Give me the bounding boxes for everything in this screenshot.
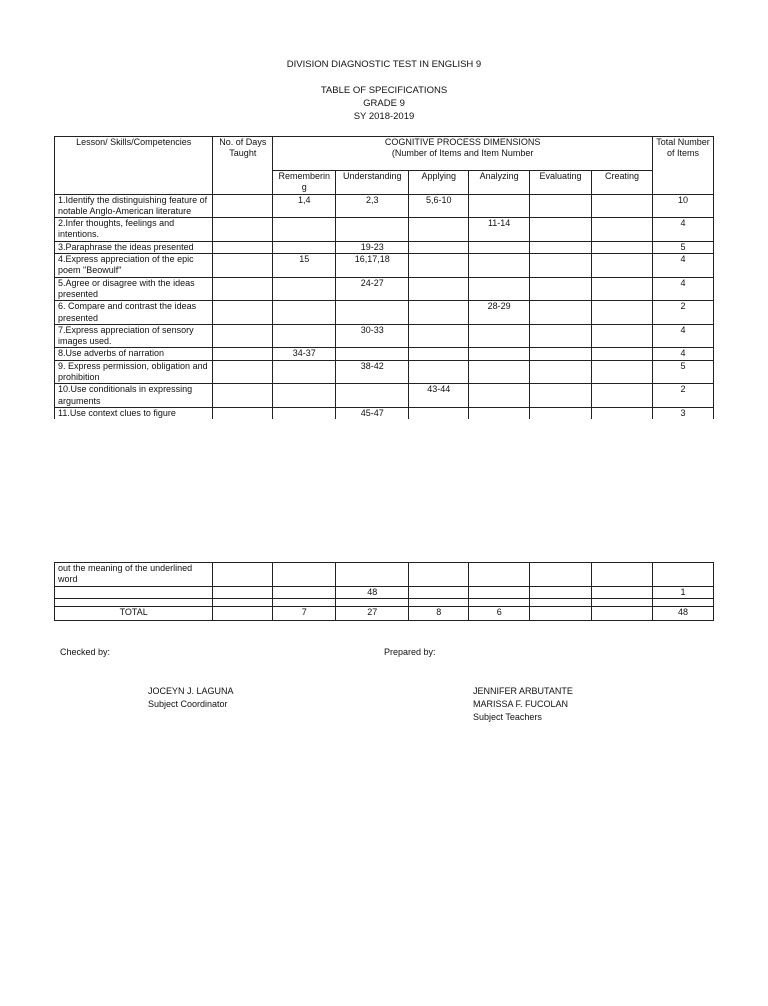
total-cell <box>653 598 714 606</box>
total-cell: 5 <box>652 241 713 253</box>
test-title: DIVISION DIAGNOSTIC TEST IN ENGLISH 9 <box>286 59 482 70</box>
table-row <box>55 254 714 278</box>
days-cell <box>213 598 273 606</box>
days-header: No. of Days Taught <box>213 137 273 195</box>
dimensions-subtitle: (Number of Items and Item Number <box>391 148 534 159</box>
total-cell: 5 <box>652 360 713 384</box>
days-cell <box>213 384 273 408</box>
understanding-cell <box>336 301 409 325</box>
analyzing-cell <box>469 348 530 360</box>
total-days <box>213 606 273 620</box>
applying-cell: 43-44 <box>409 384 469 408</box>
understanding-cell: 45-47 <box>336 407 409 419</box>
creating-cell <box>592 348 653 360</box>
table-row <box>55 324 714 348</box>
applying-cell <box>409 348 469 360</box>
table-row <box>55 360 714 384</box>
total-creating <box>592 606 653 620</box>
understanding-cell <box>336 598 409 606</box>
lesson-cell: 1.Identify the distinguishing feature of notable Anglo-American literature <box>55 194 213 218</box>
remembering-cell <box>273 324 336 348</box>
days-cell <box>213 277 273 301</box>
total-label: TOTAL <box>55 606 213 620</box>
total-cell: 4 <box>652 218 713 242</box>
table-row <box>55 563 714 587</box>
creating-cell <box>592 598 653 606</box>
specifications-table <box>54 136 714 419</box>
total-row <box>55 606 714 620</box>
total-cell: 2 <box>652 384 713 408</box>
remembering-cell <box>273 241 336 253</box>
preparer-name-2: MARISSA F. FUCOLAN <box>473 699 569 709</box>
dim-evaluating: Evaluating <box>530 171 592 195</box>
lesson-cell: 4.Express appreciation of the epic poem "Beowulf" <box>55 254 213 278</box>
prepared-by-label: Prepared by: <box>384 647 436 657</box>
total-cell: 4 <box>652 324 713 348</box>
continuation-table <box>54 562 714 621</box>
evaluating-cell <box>530 360 592 384</box>
lesson-cell <box>55 586 213 598</box>
creating-cell <box>592 218 653 242</box>
total-header: Total Number of Items <box>652 137 713 195</box>
remembering-cell <box>273 277 336 301</box>
analyzing-cell <box>469 586 530 598</box>
evaluating-cell <box>530 277 592 301</box>
understanding-cell: 16,17,18 <box>336 254 409 278</box>
remembering-cell: 1,4 <box>273 194 336 218</box>
understanding-cell: 24-27 <box>336 277 409 301</box>
creating-cell <box>592 384 653 408</box>
understanding-cell: 2,3 <box>336 194 409 218</box>
applying-cell <box>409 254 469 278</box>
analyzing-cell: 11-14 <box>469 218 530 242</box>
applying-cell <box>409 563 469 587</box>
analyzing-cell <box>469 241 530 253</box>
dimensions-title: COGNITIVE PROCESS DIMENSIONS <box>384 137 541 147</box>
days-cell <box>213 563 273 587</box>
lesson-cell: 9. Express permission, obligation and prohibition <box>55 360 213 384</box>
creating-cell <box>592 301 653 325</box>
total-cell: 2 <box>652 301 713 325</box>
preparer-name-1: JENNIFER ARBUTANTE <box>473 686 573 696</box>
creating-cell <box>592 277 653 301</box>
table-title: TABLE OF SPECIFICATIONS <box>320 85 448 96</box>
table-row <box>55 598 714 606</box>
creating-cell <box>592 194 653 218</box>
grand-total: 48 <box>653 606 714 620</box>
remembering-cell <box>273 586 336 598</box>
remembering-cell <box>273 384 336 408</box>
days-cell <box>213 194 273 218</box>
analyzing-cell <box>469 598 530 606</box>
days-cell <box>213 254 273 278</box>
applying-cell <box>409 598 469 606</box>
dim-understanding: Understanding <box>336 171 409 195</box>
applying-cell <box>409 407 469 419</box>
dim-analyzing: Analyzing <box>469 171 530 195</box>
days-cell <box>213 241 273 253</box>
evaluating-cell <box>530 348 592 360</box>
lesson-cell: out the meaning of the underlined word <box>55 563 213 587</box>
table-row <box>55 241 714 253</box>
lesson-cell: 7.Express appreciation of sensory images used. <box>55 324 213 348</box>
analyzing-cell: 28-29 <box>469 301 530 325</box>
applying-cell <box>409 241 469 253</box>
creating-cell <box>592 563 653 587</box>
analyzing-cell <box>469 407 530 419</box>
evaluating-cell <box>530 241 592 253</box>
understanding-cell <box>336 384 409 408</box>
table-row <box>55 277 714 301</box>
understanding-cell <box>336 218 409 242</box>
remembering-cell <box>273 598 336 606</box>
applying-cell <box>409 324 469 348</box>
grade-label: GRADE 9 <box>363 98 405 109</box>
analyzing-cell <box>469 360 530 384</box>
understanding-cell <box>336 563 409 587</box>
understanding-cell: 19-23 <box>336 241 409 253</box>
remembering-cell <box>273 563 336 587</box>
dim-applying: Applying <box>409 171 469 195</box>
remembering-cell <box>273 218 336 242</box>
creating-cell <box>592 241 653 253</box>
applying-cell <box>409 360 469 384</box>
days-cell <box>213 218 273 242</box>
lesson-cell: 6. Compare and contrast the ideas presented <box>55 301 213 325</box>
checker-name: JOCEYN J. LAGUNA <box>148 686 234 696</box>
evaluating-cell <box>530 384 592 408</box>
total-remembering: 7 <box>273 606 336 620</box>
dim-creating: Creating <box>592 171 653 195</box>
evaluating-cell <box>530 194 592 218</box>
remembering-cell: 15 <box>273 254 336 278</box>
school-year: SY 2018-2019 <box>353 111 415 122</box>
lesson-cell: 5.Agree or disagree with the ideas presented <box>55 277 213 301</box>
dimensions-header <box>273 137 653 171</box>
analyzing-cell <box>469 324 530 348</box>
evaluating-cell <box>530 301 592 325</box>
applying-cell <box>409 301 469 325</box>
evaluating-cell <box>530 586 592 598</box>
days-cell <box>213 301 273 325</box>
total-understanding: 27 <box>336 606 409 620</box>
total-cell: 1 <box>653 586 714 598</box>
evaluating-cell <box>530 563 592 587</box>
days-cell <box>213 324 273 348</box>
applying-cell <box>409 586 469 598</box>
remembering-cell <box>273 407 336 419</box>
understanding-cell: 48 <box>336 586 409 598</box>
remembering-cell <box>273 360 336 384</box>
table-row <box>55 194 714 218</box>
header-row <box>55 137 714 171</box>
dim-remembering: Rememberin g <box>273 171 336 195</box>
days-cell <box>213 348 273 360</box>
lesson-cell: 10.Use conditionals in expressing arguments <box>55 384 213 408</box>
understanding-cell <box>336 348 409 360</box>
lesson-cell: 11.Use context clues to figure <box>55 407 213 419</box>
total-cell <box>653 563 714 587</box>
total-cell: 4 <box>652 254 713 278</box>
table-row <box>55 384 714 408</box>
lesson-cell: 2.Infer thoughts, feelings and intentions. <box>55 218 213 242</box>
continuation-body <box>55 563 714 607</box>
evaluating-cell <box>530 218 592 242</box>
checker-role: Subject Coordinator <box>148 699 228 709</box>
days-cell <box>213 586 273 598</box>
total-cell: 3 <box>652 407 713 419</box>
lesson-cell <box>55 598 213 606</box>
understanding-cell: 30-33 <box>336 324 409 348</box>
creating-cell <box>592 254 653 278</box>
remembering-cell: 34-37 <box>273 348 336 360</box>
total-cell: 4 <box>652 277 713 301</box>
table-row <box>55 586 714 598</box>
table-row <box>55 348 714 360</box>
evaluating-cell <box>530 254 592 278</box>
total-cell: 4 <box>652 348 713 360</box>
total-applying: 8 <box>409 606 469 620</box>
applying-cell <box>409 218 469 242</box>
total-cell: 10 <box>652 194 713 218</box>
days-cell <box>213 407 273 419</box>
table-row <box>55 301 714 325</box>
creating-cell <box>592 324 653 348</box>
creating-cell <box>592 360 653 384</box>
analyzing-cell <box>469 254 530 278</box>
table-row <box>55 218 714 242</box>
analyzing-cell <box>469 194 530 218</box>
table-row <box>55 407 714 419</box>
evaluating-cell <box>530 598 592 606</box>
creating-cell <box>592 586 653 598</box>
checked-by-label: Checked by: <box>60 647 111 657</box>
preparer-role: Subject Teachers <box>473 712 542 722</box>
days-cell <box>213 360 273 384</box>
evaluating-cell <box>530 324 592 348</box>
analyzing-cell <box>469 563 530 587</box>
applying-cell <box>409 277 469 301</box>
lesson-cell: 8.Use adverbs of narration <box>55 348 213 360</box>
applying-cell: 5,6-10 <box>409 194 469 218</box>
evaluating-cell <box>530 407 592 419</box>
lesson-header: Lesson/ Skills/Competencies <box>55 137 213 195</box>
analyzing-cell <box>469 277 530 301</box>
total-evaluating <box>530 606 592 620</box>
remembering-cell <box>273 301 336 325</box>
analyzing-cell <box>469 384 530 408</box>
specifications-body <box>55 194 714 419</box>
understanding-cell: 38-42 <box>336 360 409 384</box>
lesson-cell: 3.Paraphrase the ideas presented <box>55 241 213 253</box>
total-analyzing: 6 <box>469 606 530 620</box>
creating-cell <box>592 407 653 419</box>
